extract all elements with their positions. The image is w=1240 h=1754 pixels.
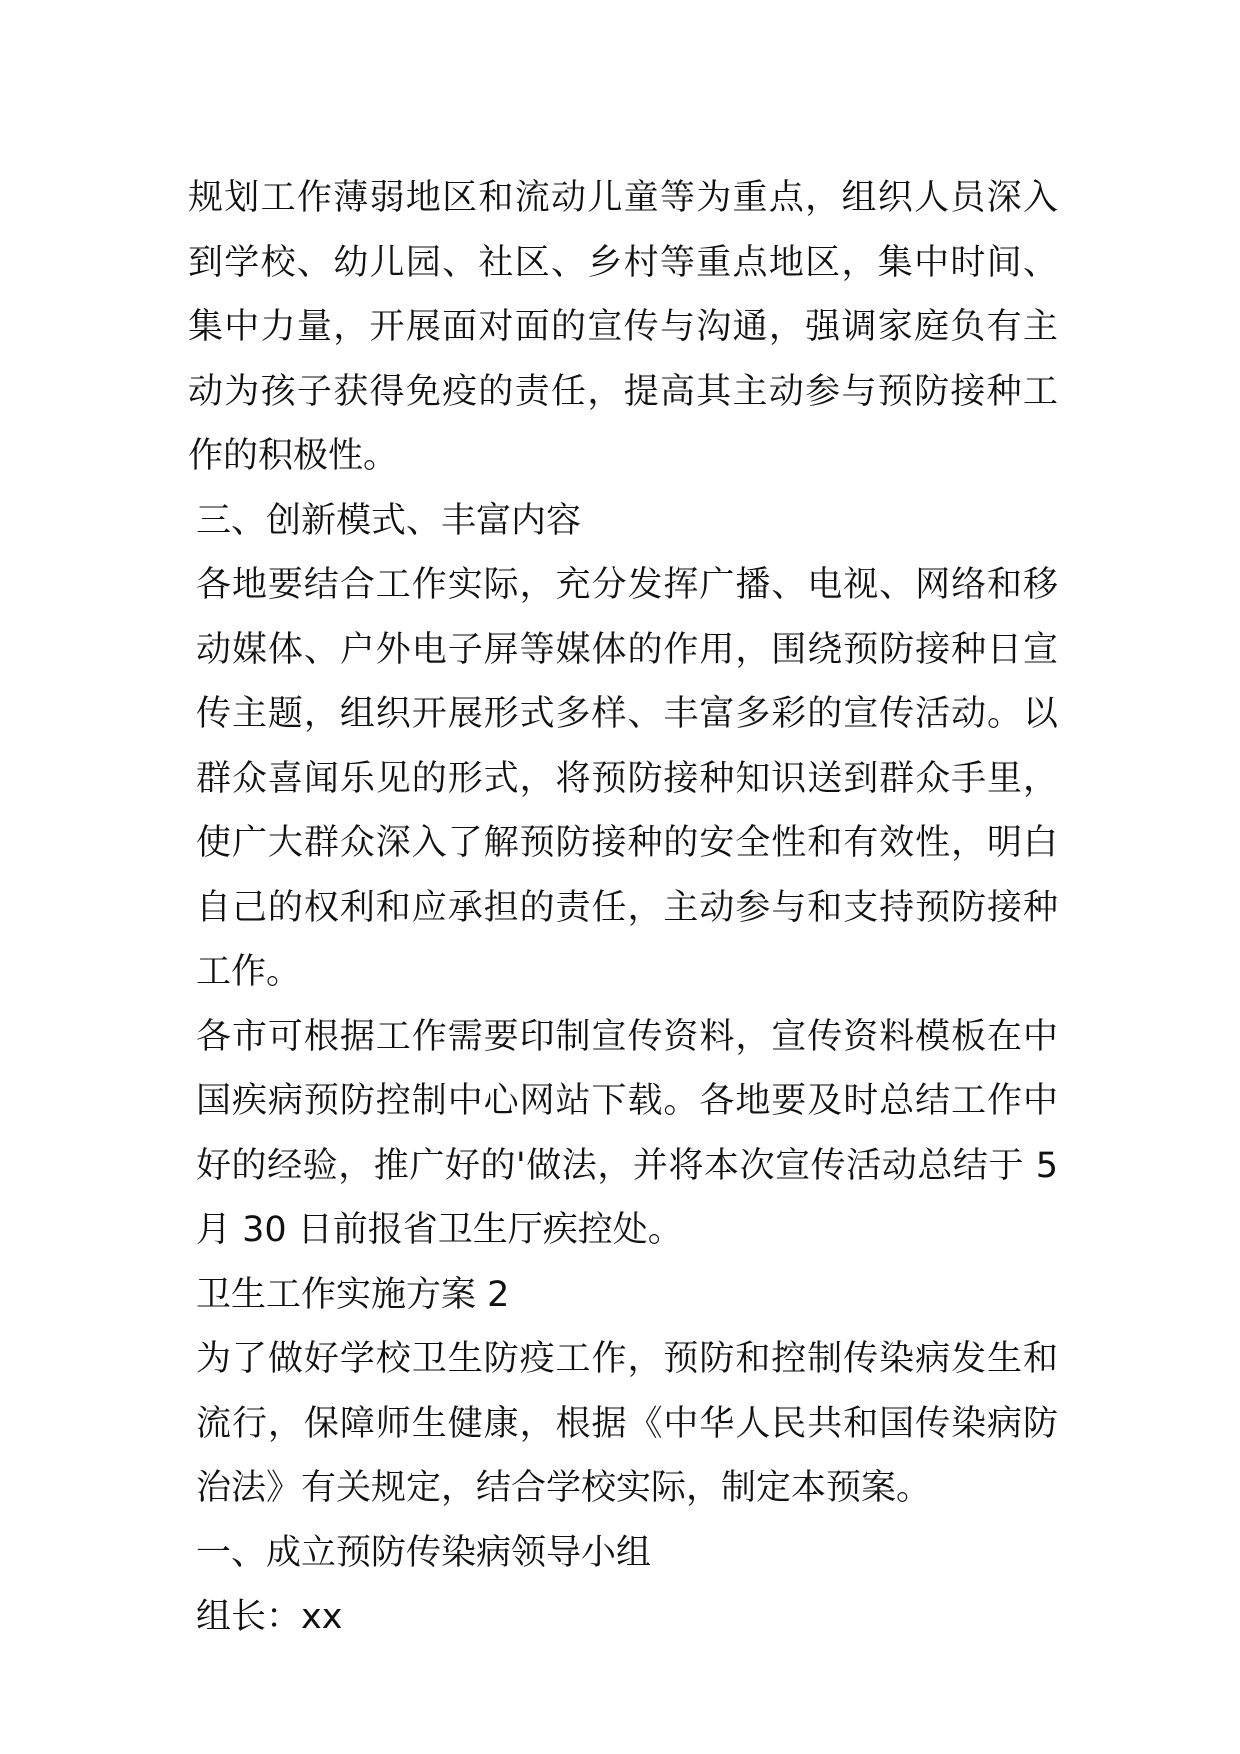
- paragraph-materials-summary: 各市可根据工作需要印制宣传资料，宣传资料模板在中国疾病预防控制中心网站下载。各地要及时总结工作中好的经验，推广好的'做法，并将本次宣传活动总结于 5 月 30 日前报省卫生厅疾控处。: [196, 1016, 1058, 1250]
- paragraph-media-publicity: 各地要结合工作实际，充分发挥广播、电视、网络和移动媒体、户外电子屏等媒体的作用，围绕预防接种日宣传主题，组织开展形式多样、丰富多彩的宣传活动。以群众喜闻乐见的形式，将预防接种知识送到群众手里，使广大群众深入了解预防接种的安全性和有效性，明白自己的权利和应承担的责任，主动参与和支持预防接种工作。: [196, 565, 1058, 992]
- paragraph-plan-purpose: 为了做好学校卫生防疫工作，预防和控制传染病发生和流行，保障师生健康，根据《中华人民共和国传染病防治法》有关规定，结合学校实际，制定本预案。: [196, 1339, 1058, 1508]
- section-heading-innovation: 三、创新模式、丰富内容: [196, 500, 582, 541]
- document-body: [188, 166, 1058, 1650]
- group-leader-line: 组长：xx: [196, 1597, 343, 1637]
- section-heading-leadership-group: 一、成立预防传染病领导小组: [196, 1532, 652, 1573]
- paragraph-continuation: 规划工作薄弱地区和流动儿童等为重点，组织人员深入到学校、幼儿园、社区、乡村等重点地区，集中时间、集中力量，开展面对面的宣传与沟通，强调家庭负有主动为孩子获得免疫的责任，提高其主动参与预防接种工作的积极性。: [188, 178, 1058, 476]
- plan-title: 卫生工作实施方案 2: [196, 1274, 510, 1315]
